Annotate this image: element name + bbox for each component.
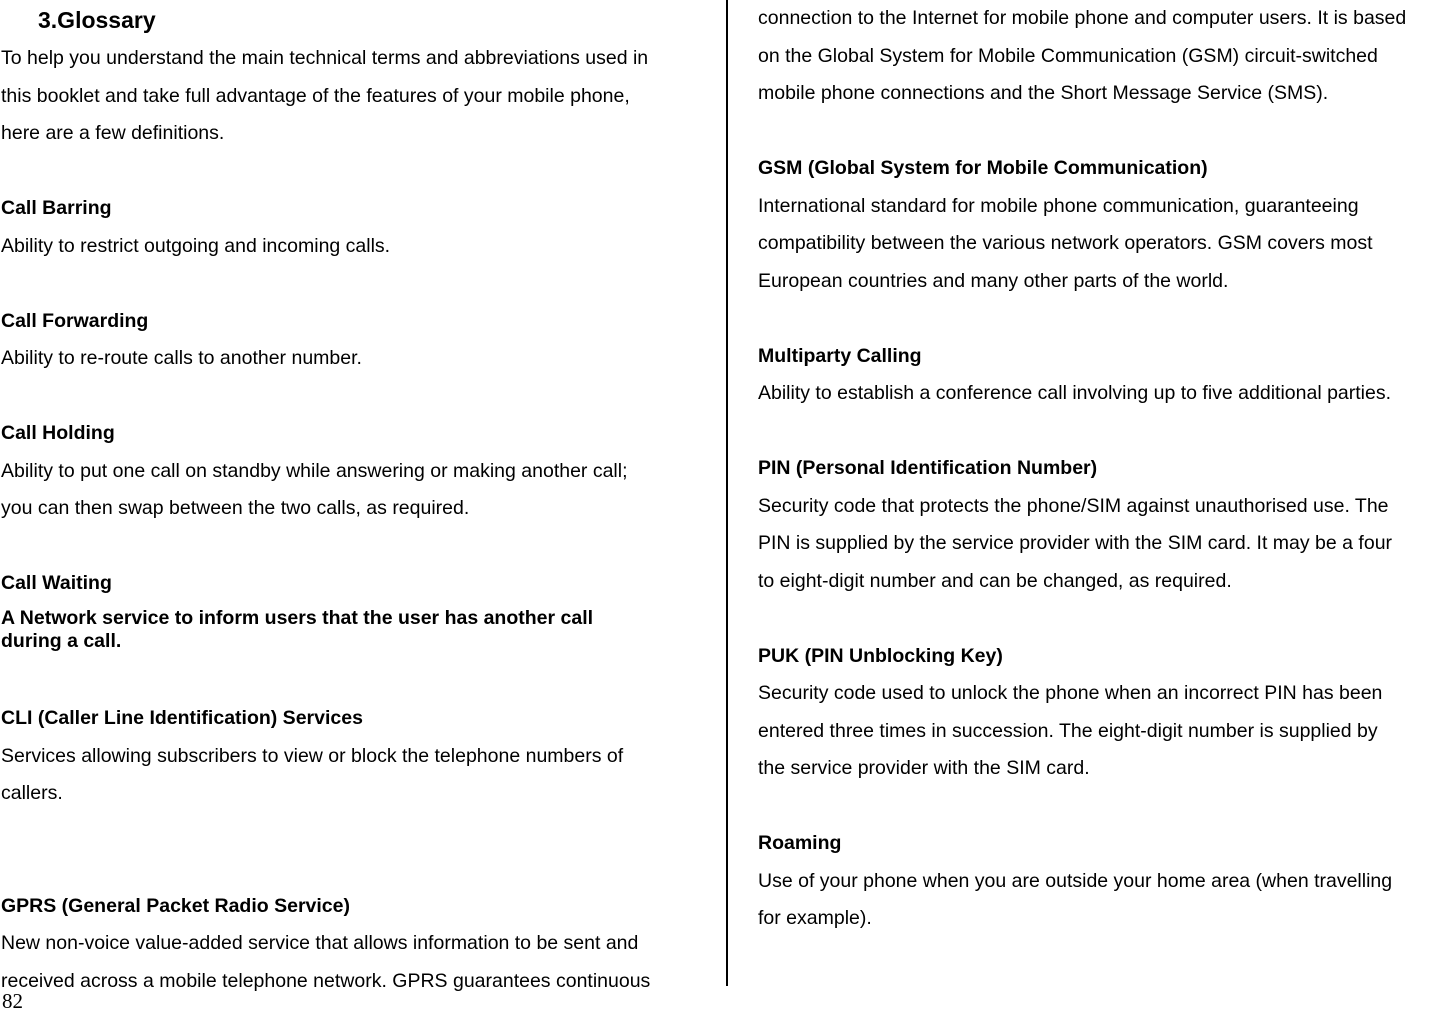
right-column: [758, 0, 1448, 938]
term-call-holding: Call Holding: [1, 422, 115, 444]
term-call-barring: Call Barring: [1, 197, 112, 219]
definition-call-holding: Ability to put one call on standby while answering or making another call; you can then swap between the two calls, as required.: [1, 459, 628, 519]
spacer: [1, 663, 713, 701]
section-title: 3.Glossary: [38, 7, 156, 33]
page-number: 82: [2, 989, 23, 1013]
spacer: [758, 413, 1448, 451]
term-call-waiting: Call Waiting: [1, 572, 112, 594]
term-multiparty-calling: Multiparty Calling: [758, 344, 922, 367]
spacer: [1, 153, 713, 191]
spacer: [758, 788, 1448, 826]
definition-multiparty-calling: Ability to establish a conference call involving up to five additional parties.: [758, 382, 1392, 404]
spacer: [1, 813, 713, 888]
spacer: [758, 300, 1448, 338]
definition-call-forwarding: Ability to re-route calls to another number.: [1, 347, 362, 369]
definition-gprs: New non-voice value-added service that allows information to be sent and received across a mobile telephone network. GPRS guarantees continuous: [1, 932, 651, 992]
gprs-continuation: connection to the Internet for mobile phone and computer users. It is based on the Global System for Mobile Communication (GSM) circuit-switched mobile phone connections and the Short Message Service (SMS).: [758, 7, 1407, 104]
spacer: [1, 528, 713, 566]
term-pin: PIN (Personal Identification Number): [758, 457, 1098, 479]
definition-call-barring: Ability to restrict outgoing and incoming calls.: [1, 234, 391, 257]
glossary-intro: To help you understand the main technical terms and abbreviations used in this booklet and take full advantage of the features of your mobile phone, here are a few definitions.: [1, 47, 649, 144]
term-roaming: Roaming: [758, 832, 842, 854]
definition-gsm: International standard for mobile phone communication, guaranteeing compatibility between the various network operators. GSM covers most European countries and many other parts of the world.: [758, 194, 1373, 292]
spacer: [758, 600, 1448, 638]
column-divider: [726, 0, 728, 986]
definition-call-waiting: A Network service to inform users that the user has another call during a call.: [1, 606, 594, 652]
spacer: [758, 113, 1448, 151]
definition-cli-services: Services allowing subscribers to view or block the telephone numbers of callers.: [1, 744, 624, 804]
left-column: [1, 0, 713, 1000]
term-gprs: GPRS (General Packet Radio Service): [1, 894, 350, 917]
spacer: [1, 378, 713, 416]
term-puk: PUK (PIN Unblocking Key): [758, 644, 1003, 667]
spacer: [1, 265, 713, 303]
term-call-forwarding: Call Forwarding: [1, 309, 149, 332]
term-cli-services: CLI (Caller Line Identification) Services: [1, 707, 363, 729]
definition-roaming: Use of your phone when you are outside your home area (when travelling for example).: [758, 869, 1393, 929]
term-gsm: GSM (Global System for Mobile Communication): [758, 157, 1208, 179]
definition-pin: Security code that protects the phone/SIM against unauthorised use. The PIN is supplied by the service provider with the SIM card. It may be a four to eight-digit number and can be changed, as required.: [758, 494, 1393, 592]
definition-puk: Security code used to unlock the phone when an incorrect PIN has been entered three times in succession. The eight-digit number is supplied by the service provider with the SIM card.: [758, 682, 1383, 779]
